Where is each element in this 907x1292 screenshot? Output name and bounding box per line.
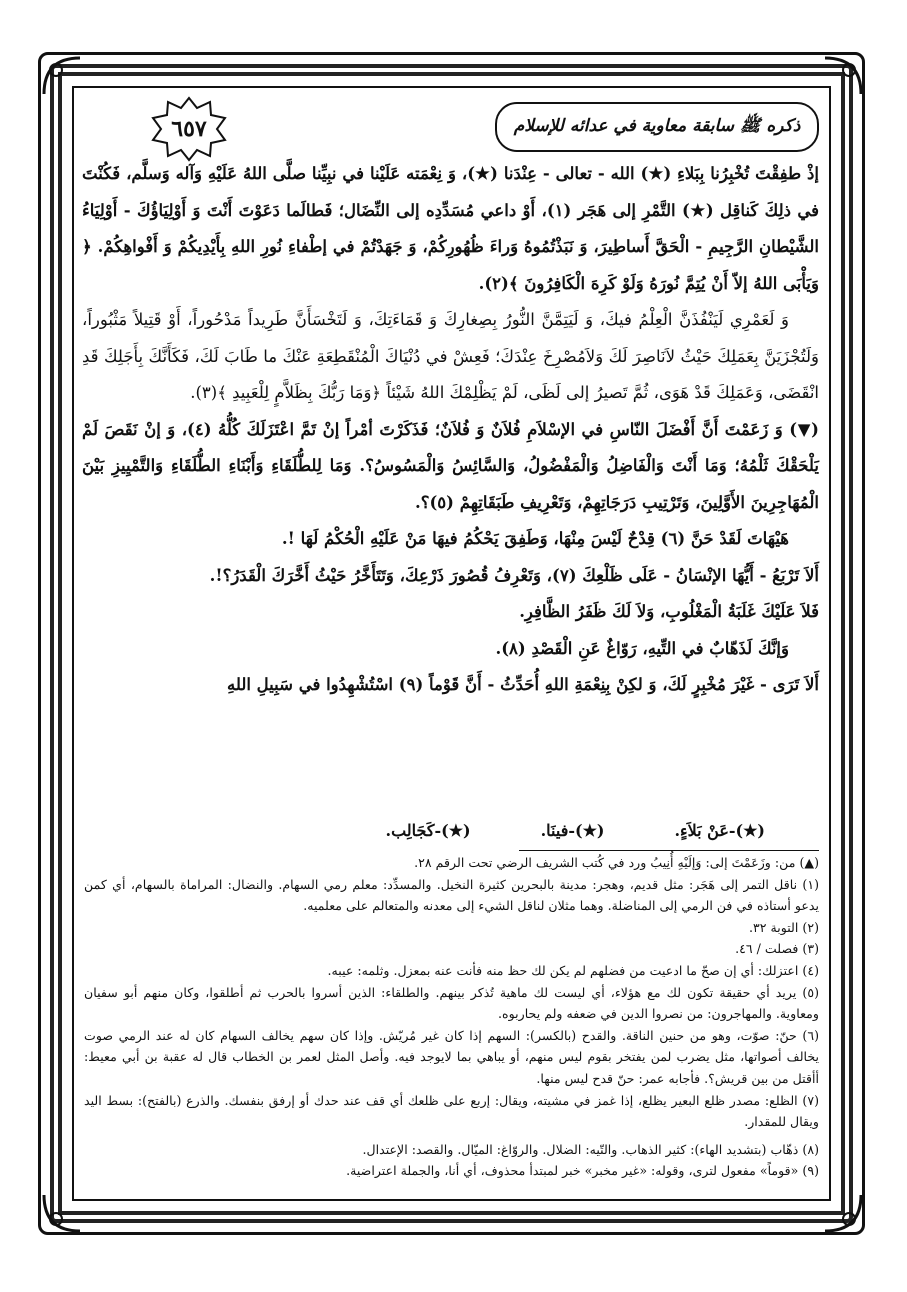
- page-number: ٦٥٧: [171, 116, 207, 142]
- corner-ornament-icon: [821, 1191, 865, 1235]
- variant-reading: (★)-كَجَالِب.: [385, 821, 471, 840]
- paragraph: هَيْهَاتَ لَقَدْ حَنَّ (٦) قِدْحٌ لَيْسَ مِنْهَا، وَطَفِقَ يَحْكُمُ فيهَا مَنْ عَلَيْهِ الْحُكْمُ لَهَا !.: [281, 529, 789, 548]
- footnote: (٧) الظلع: مصدر ظلع البعير يظلع، إذا غمز في مشيته، ويقال: إربع على ظلعك أي قف عند حدك أو إرفق بنفسك. والذرع (بالفتح): بسط اليد ويقال للمقدار.: [84, 1092, 819, 1130]
- paragraph: وَ لَعَمْرِي لَيَنْفُذَنَّ الْعِلْمُ فيكَ، وَ لَيَتِمَّنَّ النُّورُ بِصِغارِكَ وَ قَمَاءَتِكَ، وَ لَتَخْسَأَنَّ طَرِيداً مَدْحُوراً، أَوْ قَتِيلاً مَثْبُوراً، وَلَتُجْزَيَنَّ بِعَمَلِكَ حَيْثُ لاَنَاصِرَ لَكَ وَلاَمُصْرِخَ عِنْدَكَ؛ فَعِشْ في دُنْيَاكَ الْمُنْقَطِعَةِ عَنْكَ ما طَابَ لَكَ، فَكَأَنَّكَ بِأَجَلِكَ قَدِ انْقَضَى، وَعَمَلِكَ قَدْ هَوَى، ثُمَّ تَصيرُ إلى لَظَى، لَمْ يَظْلِمْكَ اللهُ شَيْئاً ﴿وَمَا رَبُّكَ بِظَلاَّمٍ لِلْعَبِيدِ ﴾(٣).: [82, 310, 819, 402]
- paragraph: (▼) وَ زَعَمْتَ أَنَّ أَفْضَلَ النّاسِ في الإسْلاَمِ فُلاَنٌ وَ فُلاَنٌ؛ فَذَكَرْتَ أمْراً إنْ تَمَّ اعْتَزَلَكَ كُلُّهُ (٤)، وَ إنْ نَقَصَ لَمْ يَلْحَقْكَ ثَلْمُهُ؛ وَمَا أَنْتَ وَالْفَاضِلُ وَالْمَفْضُولُ، وَالسَّائِسُ وَالْمَسُوسُ؟. وَمَا لِلطُّلَقَاءِ وَأَبْنَاءِ الطُّلَقَاءِ وَالتَّمْيِيزِ بَيْنَ الْمُهَاجِرِينَ الأَوَّلِينَ، وَتَرْتِيبِ دَرَجَاتِهِمْ، وَتَعْرِيفِ طَبَقَاتِهِمْ (٥)؟.: [82, 419, 819, 512]
- corner-ornament-icon: [821, 54, 865, 98]
- page-number-badge: [150, 96, 228, 162]
- variant-reading: (★)-فينَا.: [540, 821, 605, 840]
- main-text: [82, 156, 819, 704]
- footnotes: [84, 852, 819, 1182]
- page-content: [78, 96, 825, 1196]
- paragraph: أَلاَ تَرَى - غَيْرَ مُخْبِرٍ لَكَ، وَ لكِنْ بِنِعْمَةِ اللهِ أُحَدِّثُ - أَنَّ قَوْماً (٩) اسْتُشْهِدُوا في سَبِيلِ اللهِ: [227, 675, 819, 694]
- variant-reading: (★)-عَنْ بَلاَءٍ.: [674, 821, 765, 840]
- paragraph: وَإنَّكَ لَذَهّابٌ في التِّيهِ، رَوّاغٌ عَنِ الْقَصْدِ (٨).: [495, 638, 789, 658]
- footnote-divider: [519, 850, 819, 851]
- paragraph: إذْ طفِقْتَ تُخْبِرُنا بِبَلاءِ (★) الله - تعالى - عِنْدَنا (★)، وَ نِعْمَته عَلَيْنا في نبِيِّنا صلَّى اللهُ عَلَيْهِ وَآله وَسلَّم، فَكُنْتَ في ذلِكَ كَناقِل (★) التَّمْرِ إلى هَجَر (١)، أَوْ داعي مُسَدِّدِه إلى النِّضَال؛ فَطالَما دَعَوْتَ أَنْتَ وَ أَوْلِيَاؤُكَ - أَوْلِيَاءُ الشَّيْطانِ الرَّجِيمِ - الْحَقَّ أَساطِيرَ، وَ نَبَذْتُمُوهُ وَراءَ ظُهُورِكُمْ، وَ جَهَدْتُمْ في إطْفاءِ نُورِ اللهِ بِأَيْدِيكُمْ وَ أَفْواهِكُمْ. ﴿ وَيَأْبَى اللهُ إلاّ أَنْ يُتِمَّ نُورَهُ وَلَوْ كَرِهَ الْكَافِرُونَ ﴾(٢).: [82, 164, 819, 293]
- footnote: (٤) اعتزلك: أي إن صحّ ما ادعيت من فضلهم لم يكن لك حظ منه فأنت عنه بمعزل. وثلمه: عيبه.: [327, 962, 819, 978]
- footnote: (٨) ذهّاب (بتشديد الهاء): كثير الذهاب. والتّيه: الضلال. والروّاغ: الميّال. والقصد: الإعتدال.: [362, 1141, 819, 1157]
- paragraph: فَلاَ عَلَيْكَ غَلَبَةُ الْمَغْلُوبِ، وَلاَ لَكَ ظَفَرُ الظَّافِرِ.: [519, 602, 819, 621]
- paragraph: أَلاَ تَرْبَعُ - أَيُّهَا الإنْسَانُ - عَلَى ظَلْعِكَ (٧)، وَتَعْرِفُ قُصُورَ ذَرْعِكَ، وَتَتَأَخَّرُ حَيْثُ أَخَّرَكَ الْقَدَرُ؟!.: [209, 565, 819, 585]
- corner-ornament-icon: [40, 54, 84, 98]
- chapter-title: ذكره ﷺ سابقة معاوية في عدائه للإسلام: [513, 115, 801, 136]
- footnote: (▲) من: وزَعَمْتَ إلى: وَإلَيْهِ أُنِيبُ ورد في كُتب الشريف الرضي تحت الرقم ٢٨.: [414, 855, 819, 870]
- corner-ornament-icon: [40, 1191, 84, 1235]
- footnote: (٣) فصلت / ٤٦.: [735, 941, 819, 957]
- footnote: (٩) «قوماً» مفعول لترى، وقوله: «غير مخبر» خبر لمبتدأ محذوف، أي أنا، والجملة اعتراضية.: [346, 1163, 819, 1179]
- footnote: (١) ناقل التمر إلى هَجَر: مثل قديم، وهجر: مدينة بالبحرين كثيرة النخيل. والمسدِّد: معلم رمي السهام. والنضال: المراماة بالسهام، أي كمن يدعو أستاذه في فن الرمي إلى المناضلة. وهما مثلان لناقل الشيء إلى معدنه والمتعالم على معلميه.: [84, 876, 819, 914]
- footnote: (٢) التوبة ٣٢.: [748, 919, 819, 935]
- variant-readings: [386, 821, 766, 840]
- footnote: (٦) حنّ: صوّت، وهو من حنين الناقة. والقدح (بالكسر): السهم إذا كان غير مُريّش. وإذا كان سهم يخالف السهام كان له عند الرمي صوت يخالف أصواتها، مثل يضرب لمن يفتخر بقوم ليس منهم، أو يباهي بما لايوجد فيه. وأصل المثل لعمر بن الخطاب قال له عقبة بن أبي معيط: أأقتل من بين قريش؟. فأجابه عمر: حنّ قدح ليس منها.: [84, 1027, 819, 1086]
- chapter-header: [495, 102, 819, 152]
- footnote: (٥) يريد أي حقيقة تكون لك مع هؤلاء، أي ليست لك ماهية تُذكر بينهم. والطلقاء: الذين أسروا بالحرب ثم أطلقوا، وكان منهم أبو سفيان ومعاوية. والمهاجرون: من نصروا الدين في ضعفه ولم يحاربوه.: [84, 984, 819, 1022]
